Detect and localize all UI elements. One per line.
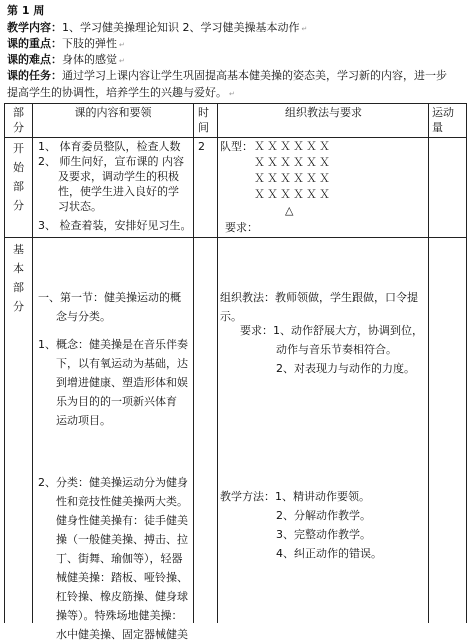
opening-item-2-cont: 性，使学生进入良好的学 [58,185,179,198]
table-border-top [4,103,467,104]
header-part: 部 分 [13,106,24,134]
opening-part-label: 开 始 部 分 [13,142,24,212]
basic-section-title: 一、第一节：健美操运动的概 念与分类。 [38,291,181,323]
paragraph-mark-icon: ↵ [229,90,235,98]
table-border-right [466,103,467,623]
formation-row: ＸＸＸＸＸＸ [254,156,332,169]
teaching-methods: 教学方法：1、精讲动作要领。 2、分解动作教学。 3、完整动作教学。 4、纠正动作的错误。 [220,490,382,560]
task-line-2 [7,86,235,101]
column-divider [428,103,429,623]
opening-requirement-label: 要求： [225,221,258,234]
task-text-2: 提高学生的协调性，培养学生的兴趣与爱好。 [7,86,227,99]
formation-row: ＸＸＸＸＸＸ [254,140,332,153]
task-text-1: 通过学习上课内容让学生巩固提高基本健美操的姿态美，学习新的内容，进一步 [62,69,447,82]
opening-item-2: 2、 师生问好，宣布课的 内容 [38,155,184,168]
formation-row: ＸＸＸＸＸＸ [254,188,332,201]
classification-paragraph: 2、分类：健美操运动分为健身 性和竞技性健美操两大类。 健身性健美操有：徒手健美 操（一般健美操、搏击、拉 丁、街舞、瑜伽等），轻器 械健美操：踏板、哑铃操、 杠铃操、橡皮筋操、健身球 操等）。特殊场地健美操： 水中健美操、固定器械健美 [38,476,188,641]
formation-label: 队型： [220,140,253,153]
header-content: 课的内容和要领 [74,106,152,119]
teaching-content-line [7,21,307,36]
opening-item-1: 1、 体育委员整队，检查人数 [38,140,181,153]
teaching-content-text: 1、学习健美操理论知识 2、学习健美操基本动作 [62,21,300,34]
paragraph-mark-icon: ↵ [119,57,125,65]
difficulty-label: 课的难点： [7,53,62,66]
paragraph-mark-icon: ↵ [119,41,125,49]
header-time: 时 间 [198,106,209,134]
basic-part-label: 基 本 部 分 [13,243,24,313]
row-divider [4,137,467,138]
opening-item-2-cont: 及要求，调动学生的积极 [58,170,179,183]
formation-row: ＸＸＸＸＸＸ [254,172,332,185]
teaching-content-label: 教学内容： [7,21,62,34]
lesson-plan-table [4,103,467,641]
opening-time: 2 [198,140,205,153]
task-line-1 [7,69,447,83]
key-point-line [7,37,125,52]
column-divider [32,103,33,623]
concept-paragraph: 1、概念：健美操是在音乐伴奏 下，以有氧运动为基础，达 到增进健康、塑造形体和娱 乐为目的的一项新兴体育 运动项目。 [38,338,188,427]
teacher-triangle-icon: △ [285,204,294,217]
organization-method: 组织教法：教师领做，学生跟做，口令提 示。 [220,291,418,323]
key-point-label: 课的重点： [7,37,62,50]
row-divider [4,237,467,238]
opening-item-3: 3、 检查着装，安排好见习生。 [38,219,192,232]
difficulty-line [7,53,125,68]
header-organization: 组织教法与要求 [285,106,362,119]
opening-item-2-cont: 习状态。 [58,200,102,213]
paragraph-mark-icon: ↵ [301,25,308,33]
key-point-text: 下肢的弹性 [62,37,117,50]
column-divider [217,103,218,623]
week-title: 第 1 周 [7,4,45,17]
difficulty-text: 身体的感觉 [62,53,117,66]
header-amount: 运动 量 [432,106,454,134]
column-divider [193,103,194,623]
task-label: 课的任务： [7,69,62,82]
basic-requirements: 要求：1、动作舒展大方，协调到位， 动作与音乐节奏相符合。 2、对表现力与动作的力度。 [240,324,423,375]
